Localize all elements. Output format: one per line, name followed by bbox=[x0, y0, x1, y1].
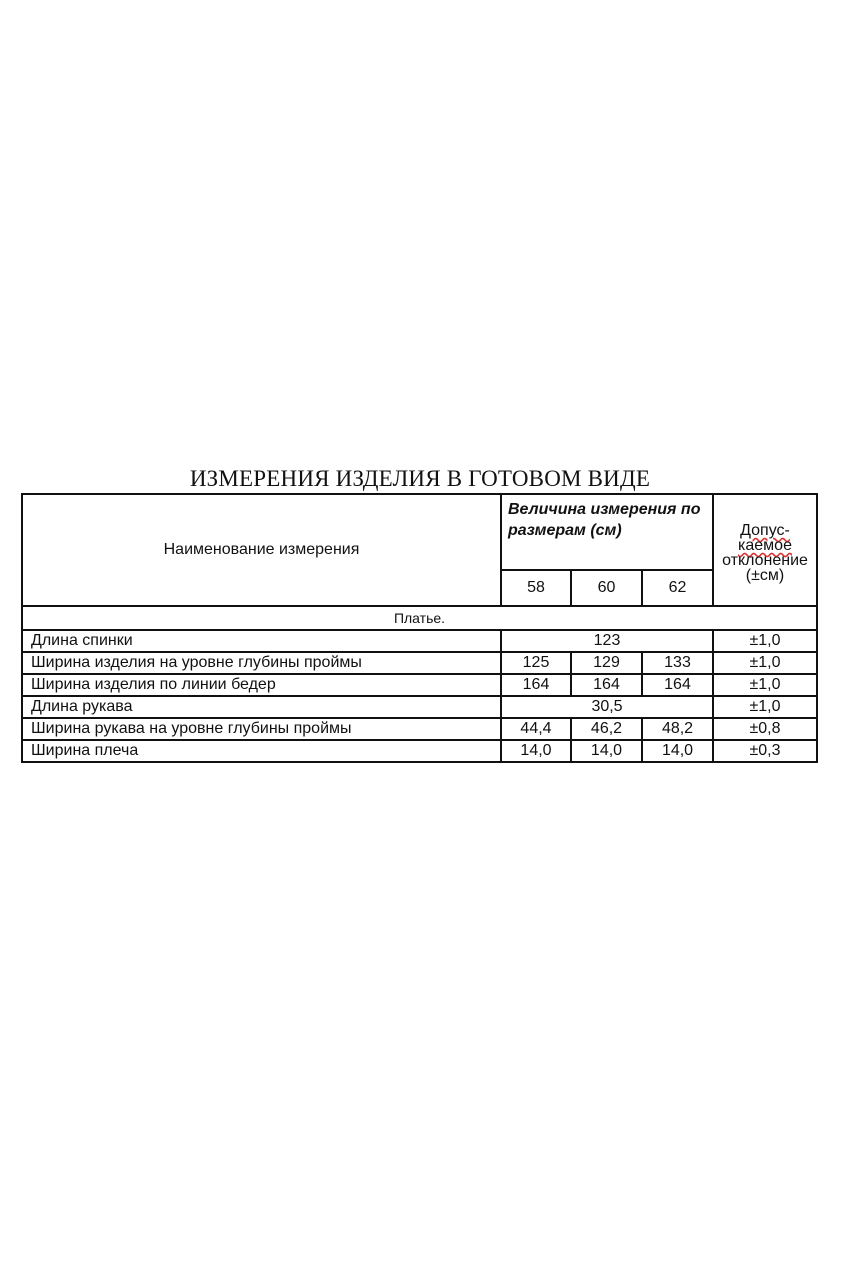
table-row bbox=[22, 652, 817, 674]
header-measurement-name: Наименование измерения bbox=[22, 494, 501, 606]
measurement-value: 46,2 bbox=[571, 718, 642, 740]
measurement-name: Ширина рукава на уровне глубины проймы bbox=[22, 718, 501, 740]
table-row bbox=[22, 674, 817, 696]
measurement-value: 123 bbox=[501, 630, 713, 652]
header-tolerance bbox=[713, 494, 817, 606]
measurement-name: Ширина плеча bbox=[22, 740, 501, 762]
tolerance-value: ±0,3 bbox=[713, 740, 817, 762]
measurement-value: 129 bbox=[571, 652, 642, 674]
measurement-value: 133 bbox=[642, 652, 713, 674]
tolerance-value: ±1,0 bbox=[713, 652, 817, 674]
table-row bbox=[22, 740, 817, 762]
size-cell: 62 bbox=[642, 570, 713, 606]
header-row bbox=[22, 494, 817, 570]
measurement-value: 44,4 bbox=[501, 718, 571, 740]
measurement-value: 164 bbox=[501, 674, 571, 696]
measurement-value: 14,0 bbox=[501, 740, 571, 762]
section-row bbox=[22, 606, 817, 630]
measurement-value: 164 bbox=[571, 674, 642, 696]
header-size-range: Величина измерения по размерам (см) bbox=[501, 494, 713, 570]
tolerance-line: отклонение bbox=[722, 552, 808, 569]
tolerance-value: ±1,0 bbox=[713, 674, 817, 696]
tolerance-line: каемое bbox=[738, 537, 792, 554]
tolerance-value: ±0,8 bbox=[713, 718, 817, 740]
size-cell: 60 bbox=[571, 570, 642, 606]
measurement-value: 125 bbox=[501, 652, 571, 674]
document-title: ИЗМЕРЕНИЯ ИЗДЕЛИЯ В ГОТОВОМ ВИДЕ bbox=[189, 466, 651, 491]
size-cell: 58 bbox=[501, 570, 571, 606]
table-row bbox=[22, 718, 817, 740]
section-label: Платье. bbox=[22, 606, 817, 630]
tolerance-line: (±см) bbox=[745, 567, 785, 584]
measurement-value: 30,5 bbox=[501, 696, 713, 718]
measurement-value: 14,0 bbox=[571, 740, 642, 762]
table-row bbox=[22, 696, 817, 718]
tolerance-value: ±1,0 bbox=[713, 696, 817, 718]
measurement-value: 164 bbox=[642, 674, 713, 696]
table-row bbox=[22, 630, 817, 652]
measurement-value: 14,0 bbox=[642, 740, 713, 762]
measurement-name: Ширина изделия по линии бедер bbox=[22, 674, 501, 696]
measurements-table bbox=[21, 493, 818, 763]
measurement-name: Длина спинки bbox=[22, 630, 501, 652]
measurement-value: 48,2 bbox=[642, 718, 713, 740]
tolerance-value: ±1,0 bbox=[713, 630, 817, 652]
measurement-name: Ширина изделия на уровне глубины проймы bbox=[22, 652, 501, 674]
measurement-name: Длина рукава bbox=[22, 696, 501, 718]
tolerance-line: Допус- bbox=[740, 522, 790, 539]
